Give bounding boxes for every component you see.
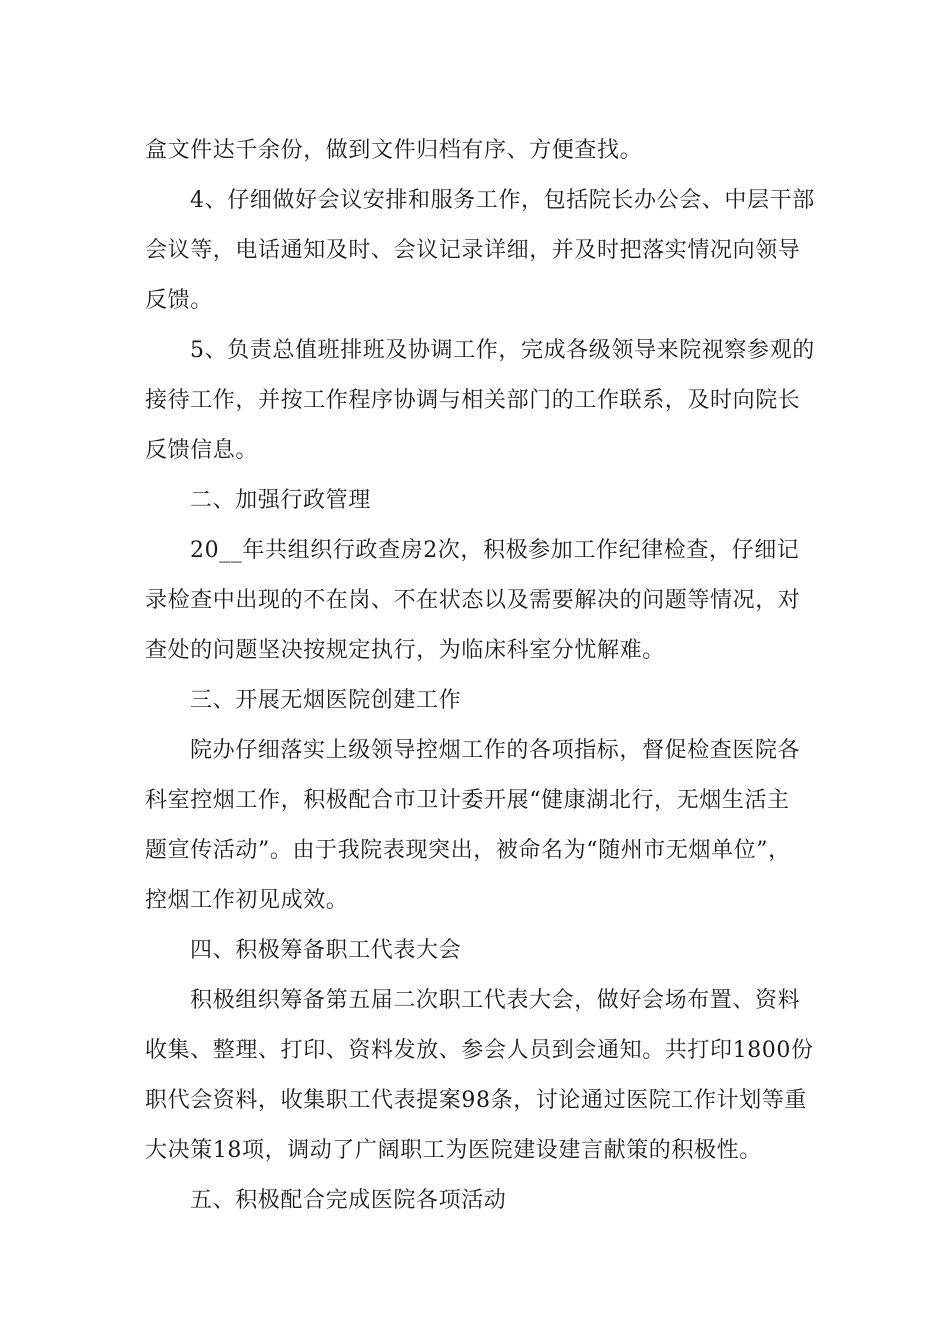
text-line: 收集、整理、打印、资料发放、参会人员到会通知。共打印1800份: [145, 1038, 814, 1063]
section-heading: 五、积极配合完成医院各项活动: [190, 1188, 507, 1213]
section-heading: 三、开展无烟医院创建工作: [190, 688, 462, 713]
text-line: 职代会资料，收集职工代表提案98条，讨论通过医院工作计划等重: [145, 1088, 807, 1113]
section-heading: 二、加强行政管理: [190, 488, 371, 513]
text-line: 反馈。: [145, 288, 213, 313]
text-line: 接待工作，并按工作程序协调与相关部门的工作联系，及时向院长: [145, 388, 801, 413]
text-line: 积极组织筹备第五届二次职工代表大会，做好会场布置、资料: [190, 988, 801, 1013]
text-line: 会议等，电话通知及时、会议记录详细，并及时把落实情况向领导: [145, 238, 801, 263]
text-line: 5、负责总值班排班及协调工作，完成各级领导来院视察参观的: [190, 338, 815, 363]
text-line: 20__年共组织行政查房2次，积极参加工作纪律检查，仔细记: [190, 538, 800, 563]
text-line: 盒文件达千余份，做到文件归档有序、方便查找。: [145, 138, 643, 163]
text-line: 录检查中出现的不在岗、不在状态以及需要解决的问题等情况，对: [145, 588, 801, 613]
text-line: 控烟工作初见成效。: [145, 888, 349, 913]
text-line: 查处的问题坚决按规定执行，为临床科室分忧解难。: [145, 638, 665, 663]
text-line: 科室控烟工作，积极配合市卫计委开展“健康湖北行，无烟生活主: [145, 788, 790, 813]
text-line: 4、仔细做好会议安排和服务工作，包括院长办公会、中层干部: [190, 188, 815, 213]
text-line: 院办仔细落实上级领导控烟工作的各项指标，督促检查医院各: [190, 738, 801, 763]
section-heading: 四、积极筹备职工代表大会: [190, 938, 462, 963]
text-line: 反馈信息。: [145, 438, 259, 463]
text-line: 题宣传活动”。由于我院表现突出，被命名为“随州市无烟单位”，: [145, 838, 791, 863]
text-line: 大决策18项，调动了广阔职工为医院建设建言献策的积极性。: [145, 1138, 762, 1163]
